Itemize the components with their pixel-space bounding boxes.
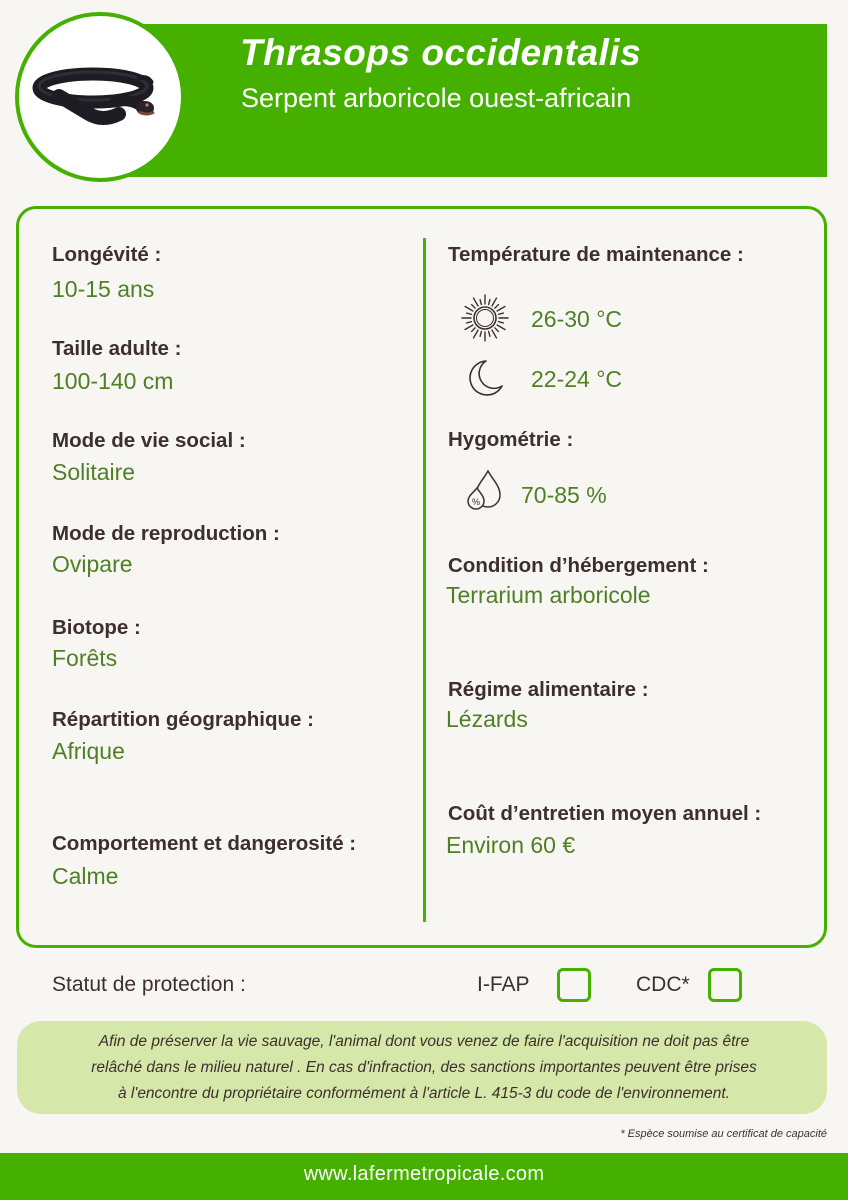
night-temperature-value: 22-24 °C: [531, 366, 623, 392]
sun-ray: [472, 305, 476, 309]
sun-ray: [467, 322, 472, 323]
cdc-label: CDC*: [636, 973, 690, 996]
sun-ray: [480, 332, 481, 337]
housing-label: Condition d’hébergement :: [448, 554, 709, 577]
social-mode-value: Solitaire: [52, 459, 136, 485]
adult-size-value: 100-140 cm: [52, 368, 174, 394]
diet-label: Régime alimentaire :: [448, 678, 649, 701]
humidity-value: 70-85 %: [521, 482, 607, 508]
sun-icon: [459, 292, 511, 344]
diet-value: Lézards: [446, 706, 528, 732]
sun-ray: [495, 328, 499, 332]
website-link[interactable]: www.lafermetropicale.com: [303, 1163, 545, 1185]
behavior-value: Calme: [52, 863, 119, 889]
sun-ray: [489, 332, 490, 337]
cdc-checkbox[interactable]: [708, 968, 742, 1002]
sun-ray: [497, 307, 505, 312]
sun-ray: [492, 298, 497, 306]
moon-icon: [464, 358, 506, 398]
ifap-checkbox[interactable]: [557, 968, 591, 1002]
sun-ray: [480, 300, 481, 305]
species-subtitle: Serpent arboricole ouest-africain: [241, 83, 632, 113]
longevity-label: Longévité :: [52, 243, 162, 266]
protection-status-label: Statut de protection :: [52, 973, 246, 996]
sun-ray: [465, 325, 473, 330]
sun-ray: [492, 330, 497, 338]
release-warning-line-1: Afin de préserver la vie sauvage, l'animal dont vous venez de faire l'acquisition ne doit pas être: [98, 1033, 750, 1050]
temperature-label: Température de maintenance :: [448, 243, 744, 266]
species-title: Thrasops occidentalis: [240, 32, 642, 73]
sun-ray: [495, 305, 499, 309]
distribution-label: Répartition géographique :: [52, 708, 314, 731]
biotope-label: Biotope :: [52, 616, 141, 639]
release-warning-line-2: relâché dans le milieu naturel . En cas d'infraction, des sanctions importantes peuvent être prises: [91, 1059, 757, 1076]
snake-photo-icon: [19, 16, 181, 178]
release-warning-text: [40, 1029, 808, 1107]
adult-size-label: Taille adulte :: [52, 337, 182, 360]
sun-ray: [499, 313, 504, 314]
cost-label: Coût d’entretien moyen annuel :: [448, 802, 762, 825]
humidity-drop-icon: [462, 468, 506, 514]
release-warning-line-3: à l'encontre du propriétaire conformément à l'article L. 415-3 du code de l'environnement.: [117, 1085, 730, 1102]
sun-ray: [467, 313, 472, 314]
social-mode-label: Mode de vie social :: [52, 429, 246, 452]
cost-value: Environ 60 €: [446, 832, 576, 858]
species-photo: [15, 12, 185, 182]
svg-text:%: %: [471, 497, 481, 507]
housing-value: Terrarium arboricole: [446, 582, 651, 608]
biotope-value: Forêts: [52, 645, 118, 671]
reproduction-value: Ovipare: [52, 551, 133, 577]
sun-ray: [474, 330, 479, 338]
ifap-label: I-FAP: [477, 973, 530, 996]
reproduction-label: Mode de reproduction :: [52, 522, 280, 545]
longevity-value: 10-15 ans: [52, 276, 155, 302]
distribution-value: Afrique: [52, 738, 125, 764]
sun-ray: [497, 325, 505, 330]
sun-ray: [499, 322, 504, 323]
sun-ray: [489, 300, 490, 305]
sun-ray: [472, 328, 476, 332]
day-temperature-value: 26-30 °C: [531, 306, 623, 332]
capacity-certificate-footnote: * Espèce soumise au certificat de capacité: [620, 1128, 827, 1140]
sun-ray: [474, 298, 479, 306]
humidity-label: Hygométrie :: [448, 428, 574, 451]
column-divider: [423, 238, 426, 922]
sun-ray: [465, 307, 473, 312]
behavior-label: Comportement et dangerosité :: [52, 832, 357, 855]
